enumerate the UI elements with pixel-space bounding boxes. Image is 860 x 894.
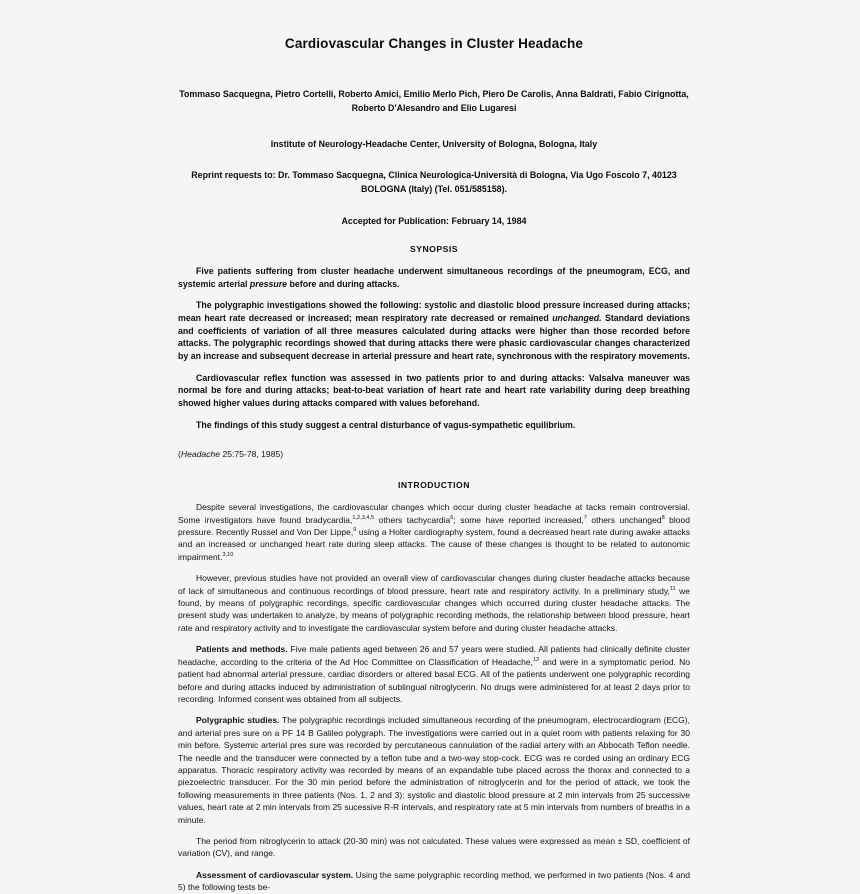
paragraph [178,714,690,826]
paragraph [178,643,690,705]
text-run: blood pressure. Recently Russel and Von Der Lippe, [178,514,690,538]
author-list: Tommaso Sacquegna, Pietro Cortelli, Roberto Amici, Emilio Merlo Pich, Piero De Carolis, Anna Baldrati, Fabio Cirignotta, Roberto D'Alesandro and Elio Lugaresi [179,89,689,113]
text-run: The period from nitroglycerin to attack (20-30 min) was not calculated. These values were expressed as mean ± SD, coefficient of variation (CV), and range. [178,835,690,859]
text-run: and were in a symptomatic period. No patient had abnormal arterial pressure, cardiac disorders or altered basal ECG. All of the patients underwent one polygraphic recording before and during attacks induced by administration of sublingual nitroglycerin. No drugs were administered for at least 2 days prior to recording. Informed consent was obtained from all subjects. [178,656,690,704]
text-run: before and during attacks. [287,278,400,289]
paragraph [178,869,690,894]
journal-citation [178,431,690,460]
reference-superscript: 9 [353,527,357,534]
synopsis-body [178,254,690,431]
reference-superscript: 8 [661,514,665,521]
page-title: Cardiovascular Changes in Cluster Headache [284,36,584,51]
reference-superscript: 7 [583,514,587,521]
reference-superscript: 12 [533,656,540,663]
paragraph [178,299,690,362]
accepted-for-publication-line: Accepted for Publication: February 14, 1984 [341,215,527,226]
text-run: Despite several investigations, the cardiovascular changes which occur during cluster headache at tacks remain controversial. Some investigators have found bradycardia, [178,502,690,525]
italic-text: pressure [249,278,288,289]
reprint-requests-line: Reprint requests to: Dr. Tommaso Sacquegna, Clinica Neurologica-Università di Bologna, Via Ugo Foscolo 7, 40123 BOLOGNA (Italy) (Tel. 051/585158). [191,170,677,195]
citation-prefix: ( [178,449,181,460]
text-run: using a Holter cardiography system, found a decreased heart rate during awake attacks and an increased or unchanged heart rate during sleep attacks. The cause of these changes is thought to be related to autonomic impairment. [178,527,690,562]
text-run: Using the same polygraphic recording method, we performed in two patients (Nos. 4 and 5) the following tests be- [178,869,690,893]
text-run: The polygraphic investigations showed the following: systolic and diastolic blood pressure increased during attacks; mean heart rate decreased or increased; mean respiratory rate decreased or remained [178,300,690,323]
paragraph [178,572,690,634]
text-run: Standard deviations and coefficients of variation of all three measures calculated during attacks were higher than those recorded before attacks. The polygraphic recordings showed that during attacks there were phasic cardiovascular changes characterized by an increase and subsequent decrease in arterial pressure and heart rate, synchronous with the respiratory movements. [178,312,690,361]
paragraph [178,835,690,860]
reference-superscript: 11 [669,585,676,592]
citation-volume-pages: 25:75-78, 1985) [220,449,284,460]
text-run: Cardiovascular reflex function was assessed in two patients prior to and during attacks: Valsalva maneuver was normal be fore and during attacks; beat-to-beat variation of heart rate and heart rate variability during deep breathing showed higher values during attacks compared with values beforehand. [178,372,690,408]
text-run: Five male patients aged between 26 and 57 years were studied. All patients had clinically definite cluster headache, according to the criteria of the Ad Hoc Committee on Classification of Headache, [178,644,690,667]
reference-superscript: 1,2,3,4,5 [352,514,375,521]
section-heading-synopsis: SYNOPSIS [410,243,458,254]
run-in-heading: Patients and methods. [196,644,288,655]
paragraph [178,265,690,290]
text-run: others tachycardia [374,514,451,525]
affiliation-line: Institute of Neurology-Headache Center, University of Bologna, Bologna, Italy [270,138,598,149]
run-in-heading: Polygraphic studies. [196,715,280,726]
citation-journal-name: Headache [180,449,221,460]
text-run: The findings of this study suggest a central disturbance of vagus-sympathetic equilibrium. [196,419,576,430]
section-heading-introduction: INTRODUCTION [398,480,470,491]
reference-superscript: 3,10 [222,552,234,559]
text-run: Five patients suffering from cluster headache underwent simultaneous recordings of the pneumogram, ECG, and systemic arterial [178,265,690,289]
paragraph [178,372,690,410]
introduction-body [178,490,690,893]
text-run: we found, by means of polygraphic recordings, specific cardiovascular changes which occurred during cluster headache attacks. The present study was undertaken to analyze, by means of polygraphic recording methods, the relationship between blood pressure, heart rate and respiratory activity and to investigate the cardiovascular system before and during cluster headache attacks. [178,585,690,633]
text-run: ; some have reported increased, [453,514,584,525]
page-content-column [178,0,690,894]
paragraph [178,419,690,432]
paragraph [178,501,690,563]
reference-superscript: 6 [450,514,454,521]
text-run: The polygraphic recordings included simultaneous recording of the pneumogram, electrocardiogram (ECG), and arterial pres sure on a PF 14 B Galileo polygraph. The investigations were carried out in a quiet room with patients relaxing for 30 min before. Systemic arterial pres sure was recorded by percutaneous cannulation of the radial artery with an Abbocath Teflon needle. The needle and the transducer were connected by a teflon tube and a two-way stop-cock. ECG was re corded using an ordinary ECG apparatus. Thoracic respiratory activity was recorded by means of an expandable tube placed across the thorax and connected to a piezoelectric transducer. For the 30 min period before the administration of nitroglycerin and for the period of attack, we took the following measurements in three patients (Nos. 1, 2 and 3): systolic and diastolic blood pressure at 2 min intervals from 25 successive values, heart rate at 2 min intervals from 25 sucessive R-R intervals, and respiratory rate at 5 min intervals from numbers of breaths in a minute. [178,715,690,825]
text-run: others unchanged [586,514,662,525]
text-run: However, previous studies have not provided an overall view of cardiovascular changes during cluster headache attacks because of lack of simultaneous and continuous recordings of blood pressure, heart rate and respiratory activity. In a preliminary study, [178,573,690,596]
run-in-heading: Assessment of cardiovascular system. [196,869,354,880]
italic-text: unchanged. [552,312,602,323]
